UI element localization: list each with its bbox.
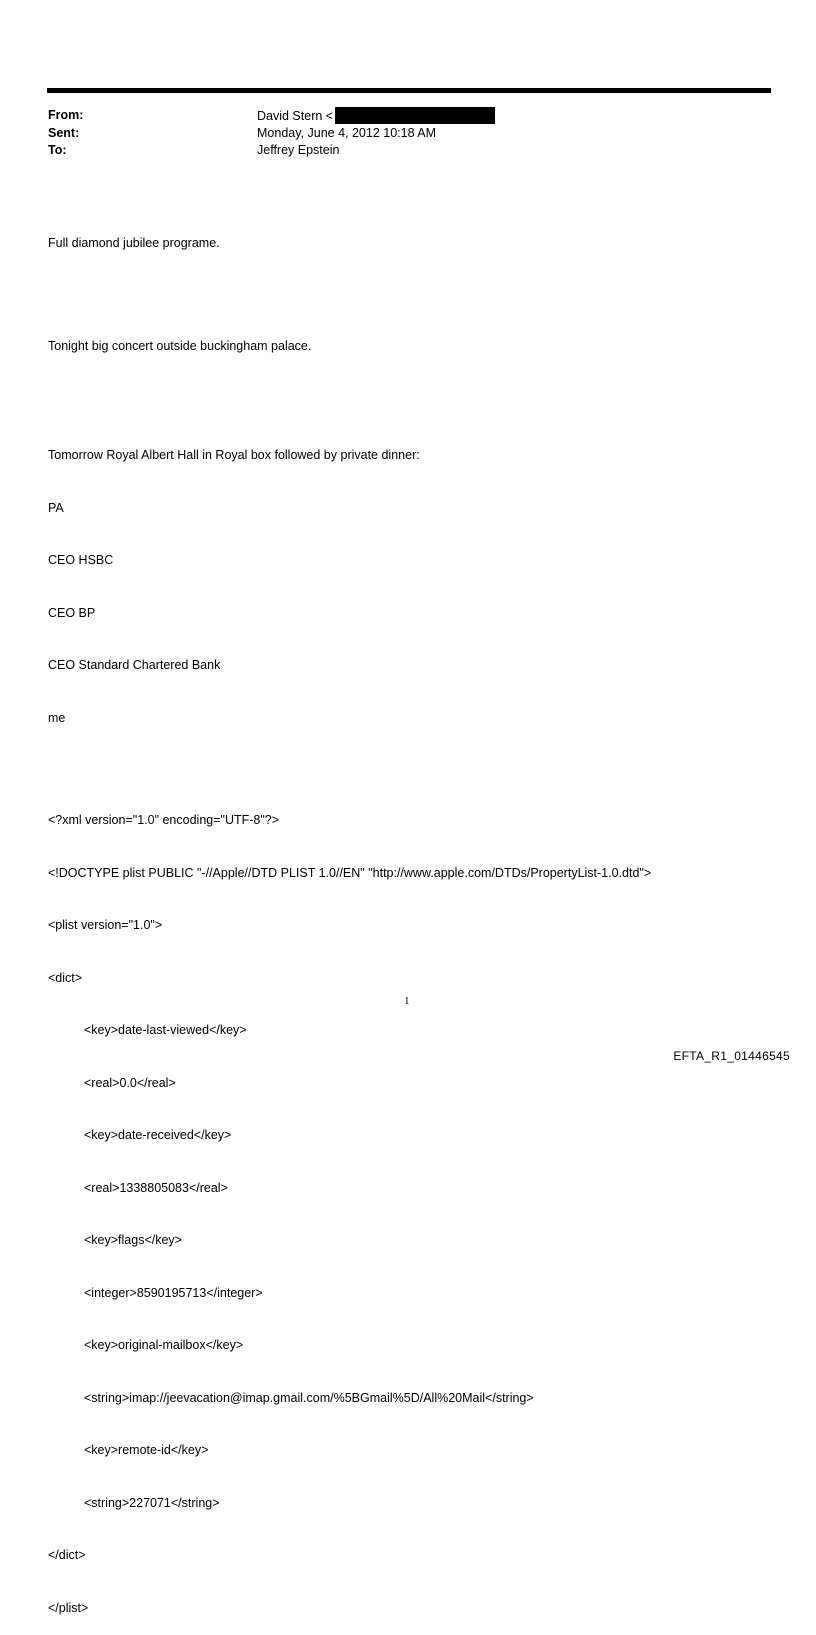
sent-label: Sent: — [48, 126, 80, 140]
body-paragraph: Tonight big concert outside buckingham palace. — [48, 338, 312, 353]
xml-line: <key>date-received</key> — [84, 1128, 232, 1142]
xml-line: <?xml version="1.0" encoding="UTF-8"?> — [48, 813, 280, 827]
xml-line: <key>original-mailbox</key> — [84, 1338, 244, 1352]
guest-item: PA — [48, 500, 64, 515]
guest-item: CEO BP — [48, 605, 96, 620]
body-paragraph: Full diamond jubilee programe. — [48, 236, 220, 250]
xml-line: <key>flags</key> — [84, 1233, 182, 1247]
page-number: 1 — [404, 995, 410, 1007]
to-label: To: — [48, 143, 67, 157]
guest-item: CEO Standard Chartered Bank — [48, 658, 221, 672]
xml-line: </plist> — [48, 1600, 89, 1615]
xml-line: <plist version="1.0"> — [48, 918, 163, 932]
xml-line: <integer>8590195713</integer> — [84, 1285, 263, 1300]
xml-line: <key>remote-id</key> — [84, 1443, 209, 1457]
xml-line: <dict> — [48, 970, 83, 985]
body-paragraph: Tomorrow Royal Albert Hall in Royal box followed by private dinner: — [48, 448, 420, 462]
document-id: EFTA_R1_01446545 — [673, 1049, 790, 1063]
xml-line: <string>imap://jeevacation@imap.gmail.com/%5BGmail%5D/All%20Mail</string> — [84, 1390, 534, 1405]
guest-item: CEO HSBC — [48, 553, 114, 567]
from-sender: David Stern < — [257, 109, 334, 123]
from-label: From: — [48, 108, 84, 122]
xml-line: <real>0.0</real> — [84, 1075, 176, 1090]
xml-line: </dict> — [48, 1548, 86, 1562]
email-body — [48, 200, 651, 1635]
xml-line: <string>227071</string> — [84, 1495, 220, 1510]
xml-line: <!DOCTYPE plist PUBLIC "-//Apple//DTD PLIST 1.0//EN" "http://www.apple.com/DTDs/PropertyList-1.0.dtd"> — [48, 865, 652, 880]
to-value: Jeffrey Epstein — [257, 143, 340, 157]
guest-item: me — [48, 710, 66, 725]
from-value — [257, 107, 495, 126]
sent-value: Monday, June 4, 2012 10:18 AM — [257, 126, 437, 140]
redaction-box — [335, 107, 495, 124]
header-divider — [47, 88, 771, 93]
xml-line: <key>date-last-viewed</key> — [84, 1023, 247, 1037]
xml-line: <real>1338805083</real> — [84, 1180, 228, 1195]
